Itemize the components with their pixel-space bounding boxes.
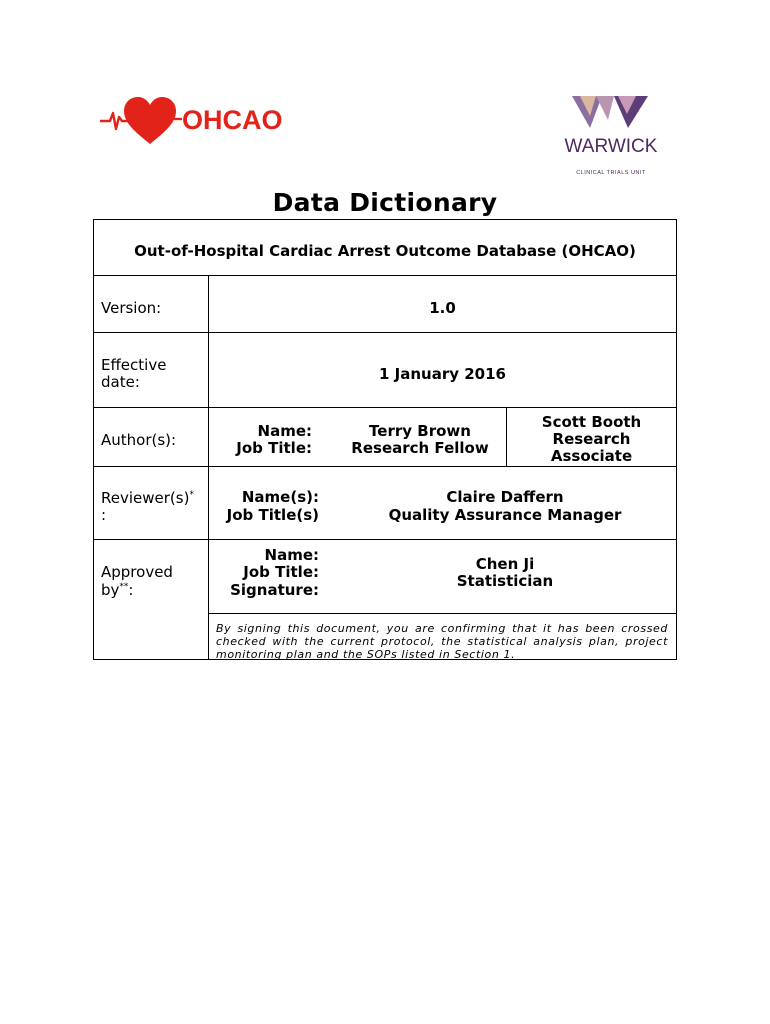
authors-title-field: Job Title: <box>236 439 312 457</box>
row-divider <box>93 466 677 467</box>
table-header: Out-of-Hospital Cardiac Arrest Outcome Database (OHCAO) <box>134 242 636 260</box>
approved-title-field: Job Title: <box>243 563 319 581</box>
row-divider <box>93 407 677 408</box>
approved-label-line1: Approved <box>101 563 173 581</box>
author1-name: Terry Brown <box>369 422 471 440</box>
reviewers-label <box>101 490 194 507</box>
reviewers-label-text: Reviewer(s) <box>101 489 190 507</box>
author2-title-line1: Research <box>552 430 631 448</box>
row-divider <box>93 332 677 333</box>
reviewers-title-field: Job Title(s) <box>226 506 319 524</box>
reviewers-name-field: Name(s): <box>241 488 319 506</box>
approved-label-colon: : <box>128 581 134 599</box>
warwick-logo <box>552 94 670 178</box>
column-divider <box>208 275 209 660</box>
authors-label: Author(s): <box>101 431 177 449</box>
approved-label-by: by <box>101 581 120 599</box>
effective-date-value: 1 January 2016 <box>379 365 506 383</box>
effective-date-label-line1: Effective <box>101 356 167 374</box>
row-divider <box>93 275 677 276</box>
approver-title: Statistician <box>456 572 554 590</box>
reviewer-title: Quality Assurance Manager <box>388 506 622 524</box>
version-value: 1.0 <box>429 299 456 317</box>
version-label: Version: <box>101 299 162 317</box>
approved-label-line2 <box>101 582 133 599</box>
author1-title: Research Fellow <box>351 439 489 457</box>
warwick-logo-text: WARWICK <box>564 136 658 157</box>
approver-name: Chen Ji <box>475 555 535 573</box>
author2-name: Scott Booth <box>541 413 642 431</box>
signing-note: By signing this document, you are confirming that it has been crossed checked with the current protocol, the statistical analysis plan, project monitoring plan and the SOPs listed in Section 1. <box>216 622 668 661</box>
approved-name-field: Name: <box>264 546 319 564</box>
warwick-logo-subtext: CLINICAL TRIALS UNIT <box>576 170 646 176</box>
reviewers-label-colon: : <box>101 506 107 524</box>
page-title: Data Dictionary <box>272 188 498 217</box>
reviewer-name: Claire Daffern <box>446 488 564 506</box>
author2-title-line2: Associate <box>550 447 633 465</box>
row-divider <box>93 539 677 540</box>
authors-name-field: Name: <box>257 422 312 440</box>
effective-date-label-line2: date: <box>101 373 140 391</box>
reviewers-label-sup: * <box>189 490 194 500</box>
approved-label-sup: ** <box>119 582 129 592</box>
ohcao-logo <box>98 94 288 148</box>
row-divider <box>208 613 677 614</box>
ohcao-logo-text: OHCAO <box>182 105 283 135</box>
approved-signature-field: Signature: <box>230 581 319 599</box>
